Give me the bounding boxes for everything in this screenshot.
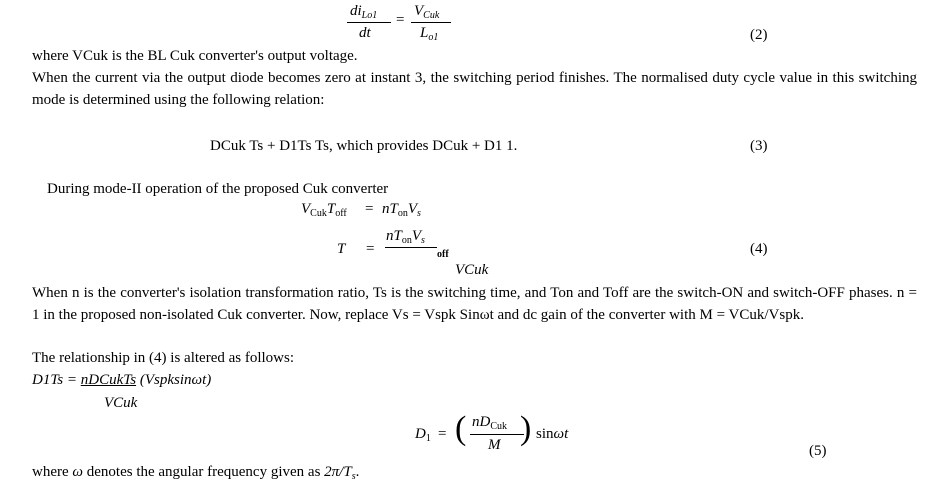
eq4b-lhs: T [337, 241, 346, 257]
eq2-fraction-bar [347, 22, 391, 23]
eq2-equals: = [396, 12, 405, 28]
eq4b-fraction-bar [385, 247, 437, 248]
eq4b-denominator: VCuk [455, 262, 489, 278]
paragraph-mode-ii: During mode-II operation of the proposed Cuk converter [47, 181, 389, 197]
eq4a-rhs: $nT_{on}V_s$ [382, 201, 421, 219]
equation-d1ts-denominator: VCuk [104, 395, 138, 411]
paragraph-vcuk-definition: where VCuk is the BL Cuk converter's output voltage. [32, 48, 358, 64]
eq2-rhs-fraction-bar [411, 22, 451, 23]
paragraph-angular-frequency: where ω denotes the angular frequency given as $2\pi/T_s$. [32, 464, 360, 482]
paragraph-diode-current: When the current via the output diode becomes zero at instant 3, the switching period finishes. The normalised duty cycle value in this switching mode is determined using the following relation: [32, 70, 917, 108]
eq5-denominator: M [488, 437, 501, 453]
eq5-equals: = [438, 426, 447, 442]
eq5-sine: sinωt [536, 426, 569, 442]
eq5-fraction-bar [470, 434, 524, 435]
eq2-label: (2) [750, 27, 768, 43]
eq5-right-paren: ) [520, 410, 532, 447]
eq2-numerator: $di_{Lo1}$ [350, 3, 378, 21]
eq4a-equals: = [365, 201, 374, 217]
eq4b-equals: = [366, 241, 375, 257]
eq5-left-paren: ( [455, 410, 467, 447]
eq4a-lhs: $V_{Cuk}T_{off}$ [301, 201, 347, 219]
paragraph-relationship: The relationship in (4) is altered as follows: [32, 350, 295, 366]
eq5-lhs: $D_1$ [415, 426, 431, 444]
equation-d1ts: D1Ts = nDCukTs (Vspksinωt) [32, 372, 212, 388]
eq3-label: (3) [750, 138, 768, 154]
eq5-label: (5) [809, 443, 827, 459]
eq5-numerator: $nD_{Cuk}$ [472, 414, 508, 432]
eq4-label: (4) [750, 241, 768, 257]
eq4b-off-subscript: off [437, 249, 449, 260]
eq2-denominator: dt [359, 25, 371, 41]
paragraph-isolation-ratio: When n is the converter's isolation transformation ratio, Ts is the switching time, and Ton and Toff are the switch-ON and switch-OFF phases. n = 1 in the proposed non-isolated Cuk converter. Now, replace Vs = Vspk Sinωt and dc gain of the converter with M = VCuk/Vspk. [32, 285, 917, 323]
equation-3: DCuk Ts + D1Ts Ts, which provides DCuk + D1 1. [210, 138, 518, 154]
eq2-rhs-denominator: $L_{o1}$ [420, 25, 439, 43]
eq4b-numerator: $nT_{on}V_s$ [386, 228, 425, 246]
eq2-rhs-numerator: $V_{Cuk}$ [414, 3, 440, 21]
